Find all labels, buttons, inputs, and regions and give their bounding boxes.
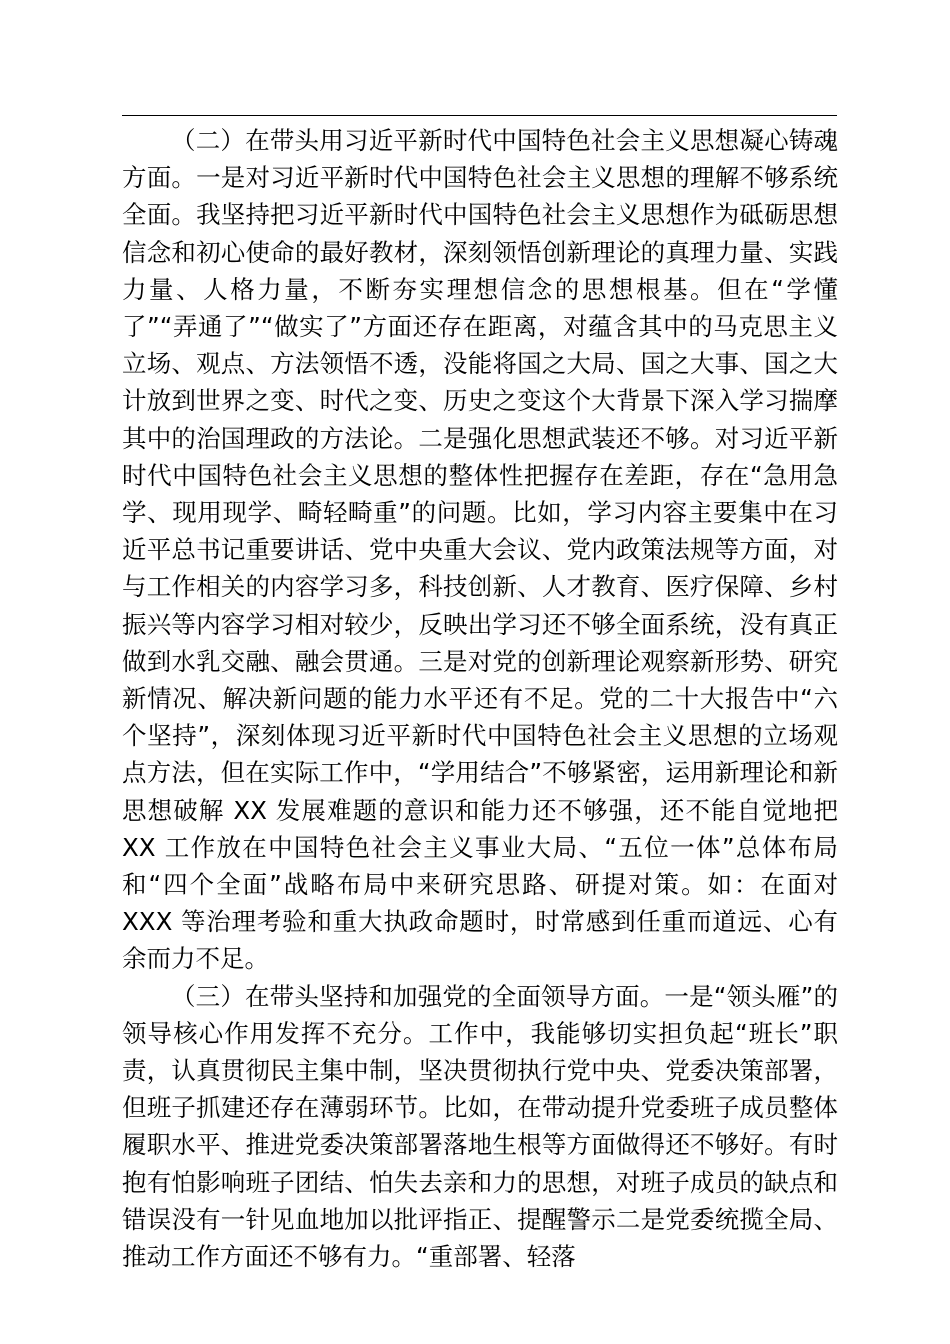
header-rule — [122, 115, 837, 116]
document-body — [122, 122, 838, 1275]
paragraph-2: （二）在带头用习近平新时代中国特色社会主义思想凝心铸魂方面。一是对习近平新时代中国特色社会主义思想的理解不够系统全面。我坚持把习近平新时代中国特色社会主义思想作为砥砺思想信念和初心使命的最好教材，深刻领悟创新理论的真理力量、实践力量、人格力量，不断夯实理想信念的思想根基。但在“学懂了”“弄通了”“做实了”方面还存在距离，对蕴含其中的马克思主义立场、观点、方法领悟不透，没能将国之大局、国之大事、国之大计放到世界之变、时代之变、历史之变这个大背景下深入学习揣摩其中的治国理政的方法论。二是强化思想武装还不够。对习近平新时代中国特色社会主义思想的整体性把握存在差距，存在“急用急学、现用现学、畸轻畸重”的问题。比如，学习内容主要集中在习近平总书记重要讲话、党中央重大会议、党内政策法规等方面，对与工作相关的内容学习多，科技创新、人才教育、医疗保障、乡村振兴等内容学习相对较少，反映出学习还不够全面系统，没有真正做到水乳交融、融会贯通。三是对党的创新理论观察新形势、研究新情况、解决新问题的能力水平还有不足。党的二十大报告中“六个坚持”，深刻体现习近平新时代中国特色社会主义思想的立场观点方法，但在实际工作中，“学用结合”不够紧密，运用新理论和新思想破解 XX 发展难题的意识和能力还不够强，还不能自觉地把 XX 工作放在中国特色社会主义事业大局、“五位一体”总体布局和“四个全面”战略布局中来研究思路、研提对策。如：在面对 XXX 等治理考验和重大执政命题时，时常感到任重而道远、心有余而力不足。 — [122, 126, 838, 974]
paragraph-3: （三）在带头坚持和加强党的全面领导方面。一是“领头雁”的领导核心作用发挥不充分。工作中，我能够切实担负起“班长”职责，认真贯彻民主集中制，坚决贯彻执行党中央、党委决策部署，但班子抓建还存在薄弱环节。比如，在带动提升党委班子成员整体履职水平、推进党委决策部署落地生根等方面做得还不够好。有时抱有怕影响班子团结、怕失去亲和力的思想，对班子成员的缺点和错误没有一针见血地加以批评指正、提醒警示二是党委统揽全局、推动工作方面还不够有力。“重部署、轻落 — [122, 981, 838, 1272]
